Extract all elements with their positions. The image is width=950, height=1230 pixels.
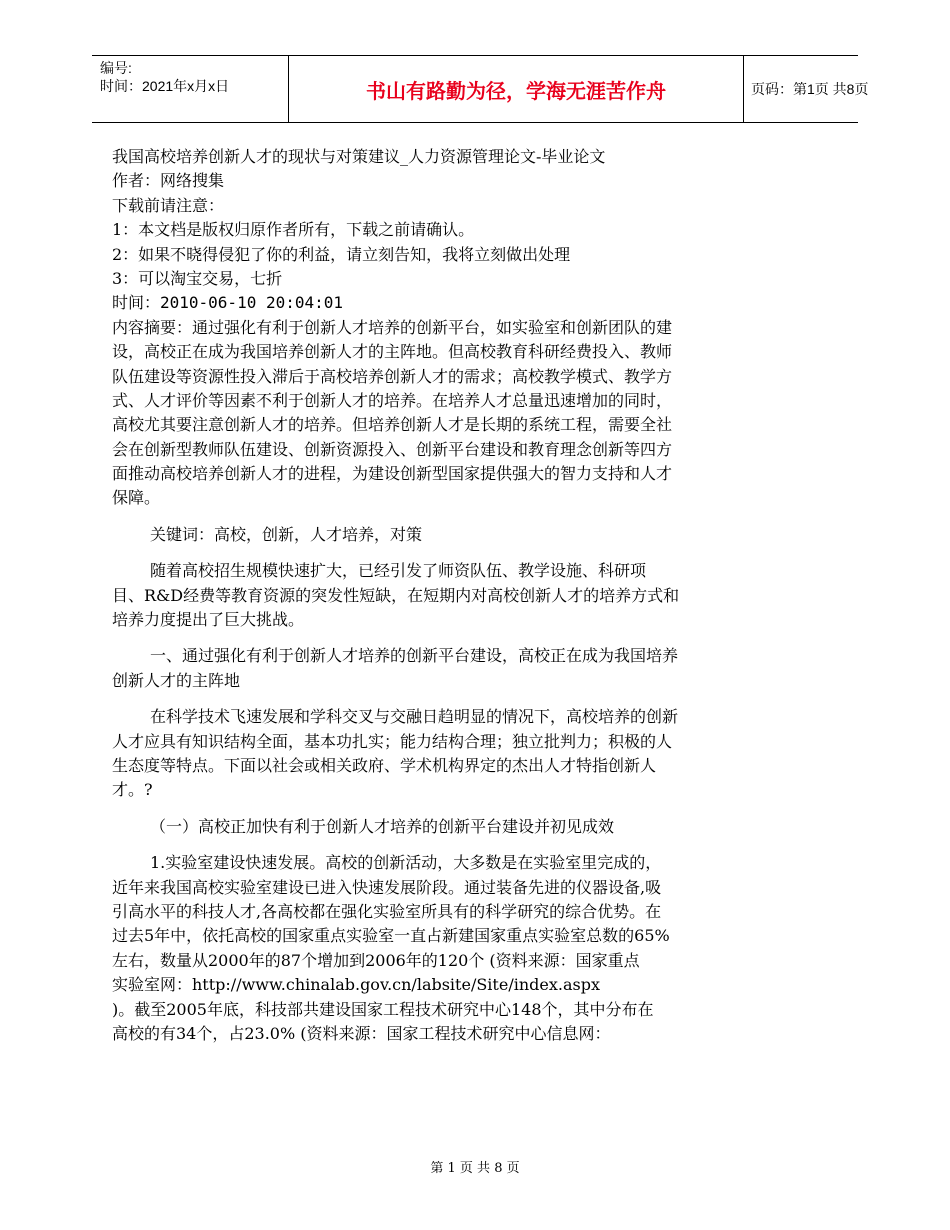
abstract-line: 保障。: [112, 488, 161, 508]
section-heading: [112, 644, 772, 693]
paragraph-line: 近年来我国高校实验室建设已进入快速发展阶段。通过装备先进的仪器设备,吸: [112, 877, 662, 897]
notice-title: 下载前请注意：: [112, 195, 225, 215]
paragraph-line: 才。?: [112, 780, 153, 800]
paragraph-line: 在科学技术飞速发展和学科交叉与交融日趋明显的情况下，高校培养的创新: [150, 707, 679, 727]
header-motto: 书山有路勤为径，学海无涯苦作舟: [366, 79, 666, 103]
section-heading-line: 一、通过强化有利于创新人才培养的创新平台建设，高校正在成为我国培养: [150, 646, 679, 666]
subsection-heading: （一）高校正加快有利于创新人才培养的创新平台建设并初见成效: [150, 816, 615, 836]
header-page-info: 页码：第1页 共8页: [751, 81, 869, 97]
abstract-line: 设，高校正在成为我国培养创新人才的主阵地。但高校教育科研经费投入、教师: [112, 342, 673, 362]
paragraph-line: 1.实验室建设快速发展。高校的创新活动，大多数是在实验室里完成的，: [150, 853, 662, 873]
article-time: 时间：2010-06-10 20:04:01: [112, 293, 344, 313]
notice-item: 2：如果不晓得侵犯了你的利益，请立刻告知，我将立刻做出处理: [112, 244, 571, 264]
paragraph-line: 生态度等特点。下面以社会或相关政府、学术机构界定的杰出人才特指创新人: [112, 755, 657, 775]
abstract: [112, 316, 772, 511]
paragraph: [112, 559, 772, 632]
header-motto-cell: [288, 56, 744, 122]
article-author: 作者：网络搜集: [112, 171, 225, 191]
paragraph-line: )。截至2005年底，科技部共建设国家工程技术研究中心148个，其中分布在: [112, 999, 654, 1019]
header-meta-cell: [92, 56, 288, 122]
paragraph-line: 目、R&D经费等教育资源的突发性短缺，在短期内对高校创新人才的培养方式和: [112, 585, 680, 605]
document-time-label: 时间：2021年x月x日: [100, 78, 230, 94]
abstract-line: 式、人才评价等因素不利于创新人才的培养。在培养人才总量迅速增加的同时，: [112, 390, 673, 410]
abstract-line: 高校尤其要注意创新人才的培养。但培养创新人才是长期的系统工程，需要全社: [112, 415, 673, 435]
abstract-line: 会在创新型教师队伍建设、创新资源投入、创新平台建设和教育理念创新等四方: [112, 439, 673, 459]
abstract-line: 面推动高校培养创新人才的进程，为建设创新型国家提供强大的智力支持和人才: [112, 464, 673, 484]
keywords: 关键词：高校，创新，人才培养，对策: [150, 524, 423, 544]
paragraph-line: 左右，数量从2000年的87个增加到2006年的120个 (资料来源：国家重点: [112, 950, 640, 970]
page-footer: 第 1 页 共 8 页: [430, 1161, 520, 1176]
paragraph-line: 引高水平的科技人才,各高校都在强化实验室所具有的科学研究的综合优势。在: [112, 901, 662, 921]
paragraph: [112, 851, 772, 1046]
abstract-line: 内容摘要：通过强化有利于创新人才培养的创新平台，如实验室和创新团队的建: [112, 317, 673, 337]
article-title: 我国高校培养创新人才的现状与对策建议_人力资源管理论文-毕业论文: [112, 147, 606, 166]
paragraph: [112, 705, 772, 803]
paragraph-line: 过去5年中，依托高校的国家重点实验室一直占新建国家重点实验室总数的65%: [112, 926, 670, 946]
page-header: [92, 55, 869, 123]
abstract-line: 队伍建设等资源性投入滞后于高校培养创新人才的需求；高校教学模式、教学方: [112, 366, 673, 386]
notice-item: 1：本文档是版权归原作者所有，下载之前请确认。: [112, 220, 475, 240]
paragraph-line: 高校的有34个，占23.0% (资料来源：国家工程技术研究中心信息网：: [112, 1023, 611, 1043]
document-body: [112, 145, 772, 1046]
notice-item: 3：可以淘宝交易，七折: [112, 268, 283, 288]
paragraph-line: 随着高校招生规模快速扩大，已经引发了师资队伍、教学设施、科研项: [150, 561, 647, 581]
header-page-cell: [743, 56, 869, 122]
paragraph-line: 人才应具有知识结构全面，基本功扎实；能力结构合理；独立批判力；积极的人: [112, 731, 673, 751]
paragraph-line: 培养力度提出了巨大挑战。: [112, 610, 305, 630]
paragraph-line: 实验室网：http://www.chinalab.gov.cn/labsite/Site/index.aspx: [112, 975, 600, 995]
document-number-label: 编号:: [100, 60, 132, 76]
section-heading-line: 创新人才的主阵地: [112, 670, 241, 690]
